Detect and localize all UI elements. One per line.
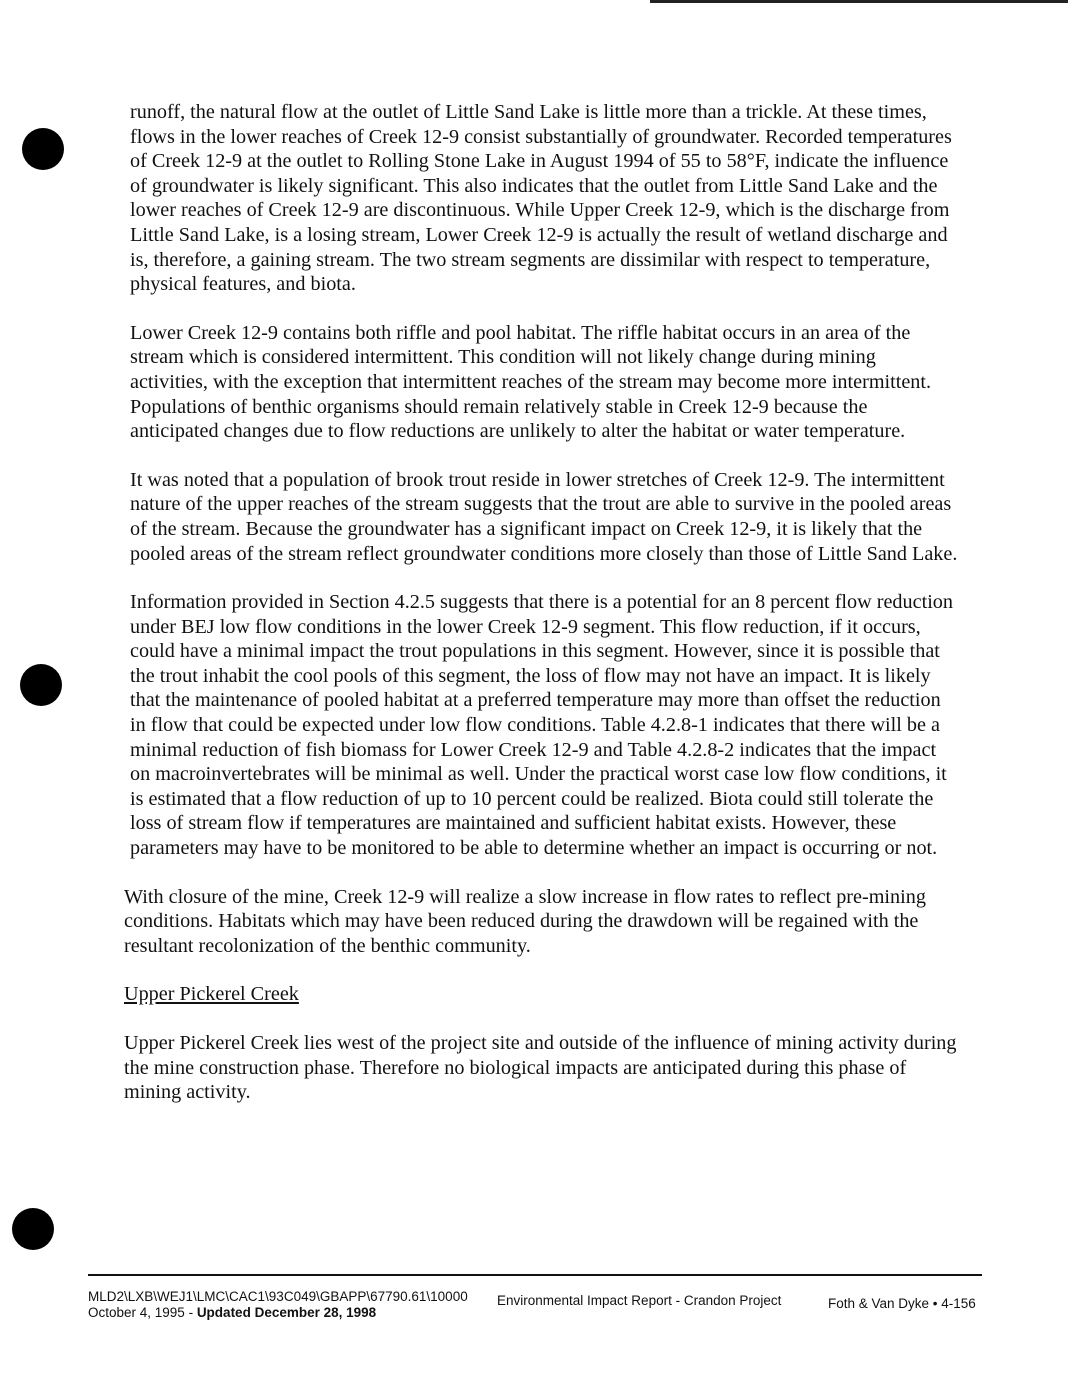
paragraph-riffle-pool-habitat: Lower Creek 12-9 contains both riffle and pool habitat. The riffle habitat occurs in an area of the stream which is considered intermittent. This condition will not likely change during mining activities, with the exception that intermittent reaches of the stream may become more intermittent. Populations of benthic organisms should remain relatively stable in Creek 12-9 because the anticipated changes due to flow reductions are unlikely to alter the habitat or water temperature. — [130, 321, 932, 443]
paragraph-upper-pickerel-creek: Upper Pickerel Creek lies west of the project site and outside of the influence of mining activity during the mine construction phase. Therefore no biological impacts are anticipated during this phase of mining activity. — [124, 1032, 957, 1104]
punch-hole-bottom — [12, 1208, 54, 1250]
footer-updated-date: Updated December 28, 1998 — [196, 1305, 377, 1320]
punch-hole-top — [22, 128, 64, 170]
footer-dates — [88, 1305, 376, 1320]
footer-original-date: October 4, 1995 - — [88, 1305, 197, 1320]
punch-hole-middle — [20, 664, 62, 706]
paragraph-brook-trout: It was noted that a population of brook trout reside in lower stretches of Creek 12-9. The intermittent nature of the upper reaches of the stream suggests that the trout are able to survive in the pooled areas of the stream. Because the groundwater has a significant impact on Creek 12-9, it is likely that the pooled areas of the stream reflect groundwater conditions more closely than those of Little Sand Lake. — [130, 468, 958, 565]
footer-divider — [88, 1274, 982, 1276]
paragraph-runoff: runoff, the natural flow at the outlet of Little Sand Lake is little more than a trickle. At these times, flows in the lower reaches of Creek 12-9 consist substantially of groundwater. Recorded temperatures of Creek 12-9 at the outlet to Rolling Stone Lake in August 1994 of 55 to 58°F, indicate the influence of groundwater is likely significant. This also indicates that the outlet from Little Sand Lake and the lower reaches of Creek 12-9 are discontinuous. While Upper Creek 12-9, which is the discharge from Little Sand Lake, is a losing stream, Lower Creek 12-9 is actually the result of wetland discharge and is, therefore, a gaining stream. The two stream segments are dissimilar with respect to temperature, physical features, and biota. — [130, 101, 952, 296]
paragraph-flow-reduction: Information provided in Section 4.2.5 suggests that there is a potential for an 8 percent flow reduction under BEJ low flow conditions in the lower Creek 12-9 segment. This flow reduction, if it occurs, could have a minimal impact the trout populations in this segment. However, since it is possible that the trout inhabit the cool pools of this segment, the loss of flow may not have an impact. It is likely that the maintenance of pooled habitat at a preferred temperature may more than offset the reduction in flow that could be expected under low flow conditions. Table 4.2.8-1 indicates that there will be a minimal reduction of fish biomass for Lower Creek 12-9 and Table 4.2.8-2 indicates that the impact on macroinvertebrates will be minimal as well. Under the practical worst case low flow conditions, it is estimated that a flow reduction of up to 10 percent could be realized. Biota could still tolerate the loss of stream flow if temperatures are maintained and sufficient habitat exists. However, these parameters may have to be monitored to be able to determine whether an impact is occurring or not. — [130, 591, 953, 860]
document-body — [124, 100, 958, 1129]
scan-top-edge — [650, 0, 1068, 3]
footer-file-path: MLD2\LXB\WEJ1\LMC\CAC1\93C049\GBAPP\67790.61\10000 — [88, 1289, 468, 1304]
section-heading-upper-pickerel-creek: Upper Pickerel Creek — [124, 983, 299, 1006]
footer-company-page-number: Foth & Van Dyke • 4-156 — [828, 1296, 976, 1311]
paragraph-mine-closure: With closure of the mine, Creek 12-9 will realize a slow increase in flow rates to reflect pre-mining conditions. Habitats which may have been reduced during the drawdown will be regained with the resultant recolonization of the benthic community. — [124, 885, 926, 957]
footer-report-title: Environmental Impact Report - Crandon Project — [497, 1293, 782, 1308]
